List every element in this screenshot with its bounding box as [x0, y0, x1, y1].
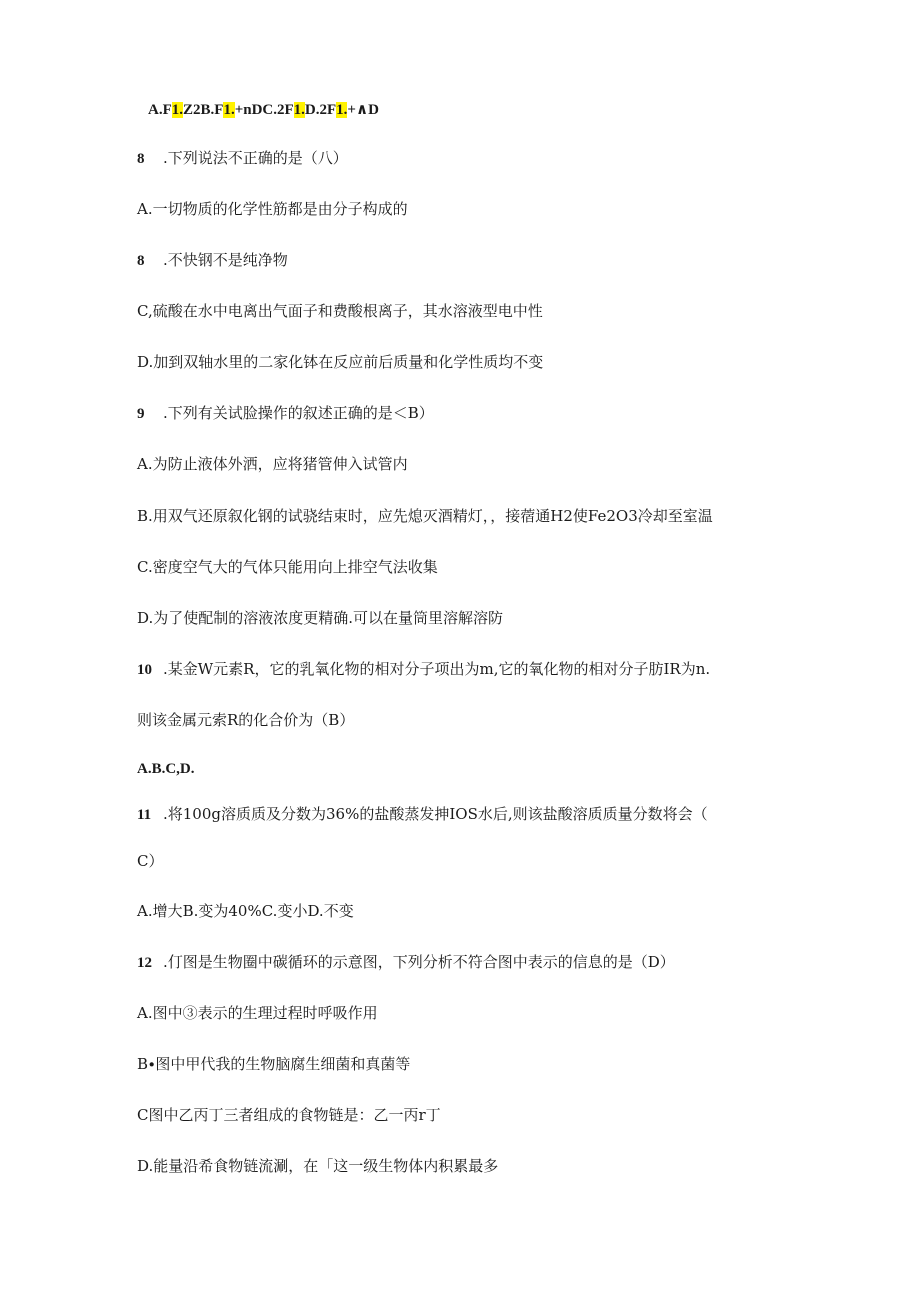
option-text: +∧D	[347, 102, 379, 118]
option-text: Z2B.F	[183, 102, 224, 118]
option-line	[137, 557, 438, 577]
question-11	[137, 804, 708, 825]
option-text: A.增大B.变为40%C.变小D.不变	[137, 902, 354, 920]
option-line	[137, 1156, 498, 1176]
question-continuation	[137, 851, 163, 871]
option-line	[137, 352, 543, 372]
highlighted-text: 1.	[171, 102, 183, 118]
option-line	[137, 1003, 378, 1023]
highlighted-text: 1.	[336, 102, 348, 118]
option-line	[137, 1105, 441, 1125]
option-line	[137, 454, 408, 474]
highlighted-text: 1.	[223, 102, 235, 118]
option-line	[137, 608, 503, 628]
question-text: 则该金属元索R的化合价为（B）	[137, 711, 355, 729]
answer-options-line	[148, 99, 379, 120]
question-continuation	[137, 710, 354, 730]
option-text: A.F	[148, 102, 172, 118]
option-text: D.加到双轴水里的二家化钵在反应前后质量和化学性质均不变	[137, 353, 544, 371]
question-text: .某金W元素R，它的乳氧化物的相对分子项出为m,它的氧化物的相对分子肪IR为n.	[163, 660, 711, 678]
option-text: C,硫酸在水中电离出气面子和费酸根离子，其水溶液型电中性	[137, 302, 543, 320]
option-text: B.用双气还原叙化钢的试骁结束时，应先熄灭酒精灯，，接蓿通H2使Fe2O3冷却至室温	[137, 507, 713, 525]
question-text: .下列有关试脸操作的叙述正确的是＜B）	[163, 404, 434, 422]
question-10	[137, 659, 710, 680]
option-text: A.图中③表示的生理过程时呼吸作用	[137, 1004, 378, 1022]
option-text: B∙图中甲代我的生物脑腐生细菌和真菌等	[137, 1055, 411, 1073]
question-number: 11	[137, 807, 152, 823]
option-line	[137, 506, 713, 526]
option-text: +nDC.2F	[234, 102, 294, 118]
question-number: 8	[137, 253, 145, 269]
question-number: 8	[137, 151, 145, 167]
option-line	[137, 301, 543, 321]
question-9	[137, 403, 434, 424]
question-8-b	[137, 250, 288, 271]
highlighted-text: 1.	[293, 102, 305, 118]
option-line	[137, 199, 408, 219]
question-number: 12	[137, 955, 152, 971]
option-text: C图中乙丙丁三者组成的食物链是：乙一丙r丁	[137, 1106, 441, 1124]
option-line	[137, 901, 354, 921]
option-text: D.为了使配制的溶液浓度更精确.可以在量筒里溶解溶防	[137, 609, 504, 627]
question-12	[137, 952, 675, 973]
option-text: A.为防止液体外洒，应将猪管伸入试管内	[137, 455, 408, 473]
question-number: 10	[137, 662, 152, 678]
option-text: D.能量沿希食物链流涮，在「这一级生物体内积累最多	[137, 1157, 499, 1175]
question-text: .不快钢不是纯净物	[163, 251, 288, 269]
option-text: C.密度空气大的气体只能用向上排空气法收集	[137, 558, 438, 576]
option-line	[137, 758, 195, 779]
question-text: .下列说法不正确的是（八）	[163, 149, 348, 167]
option-text: A.B.C,D.	[137, 761, 195, 777]
question-text: .将100g溶质质及分数为36%的盐酸蒸发抻IOS水后,则该盐酸溶质质量分数将会（	[163, 805, 708, 823]
option-text: D.2F	[304, 102, 337, 118]
question-8	[137, 148, 348, 169]
answer-text: C）	[137, 852, 164, 870]
question-text: .仃图是生物圈中碳循环的示意图，下列分析不符合图中表示的信息的是（D）	[163, 953, 675, 971]
option-text: A.一切物质的化学性筋都是由分子构成的	[137, 200, 408, 218]
question-number: 9	[137, 406, 145, 422]
option-line	[137, 1054, 410, 1074]
